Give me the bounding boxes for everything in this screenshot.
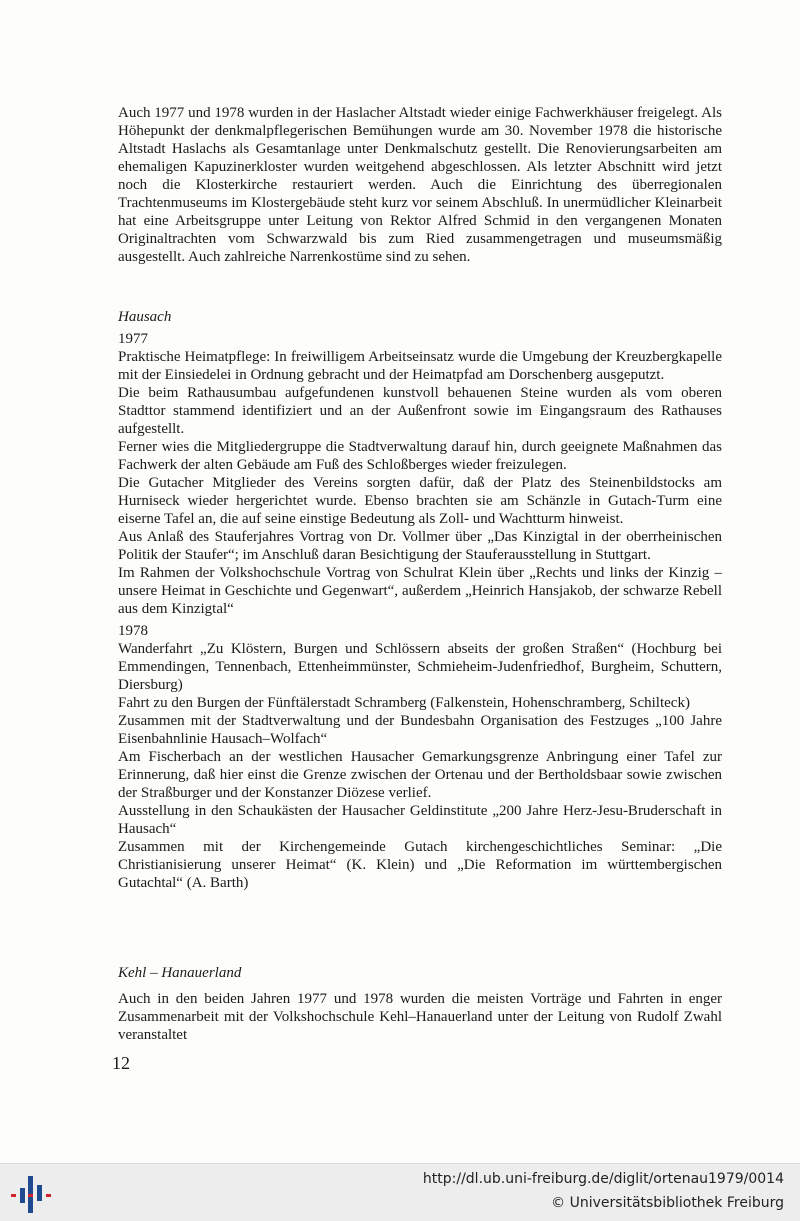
footer-copyright: © Universitätsbibliothek Freiburg (551, 1195, 784, 1211)
hausach-1978-item-4: Am Fischerbach an der westlichen Hausacher Gemarkungsgrenze Anbringung einer Tafel zur Erinnerung, daß hier einst die Grenze zwischen der Ortenau und der Bertholdsbaar sowie zwischen der Straßburger und der Konstanzer Diözese verlief. (118, 749, 722, 801)
kehl-heading: Kehl – Hanauerland (118, 965, 242, 981)
hausach-heading: Hausach (118, 309, 172, 325)
footer-url-link[interactable]: http://dl.ub.uni-freiburg.de/diglit/ortenau1979/0014 (422, 1171, 784, 1187)
hausach-1977-item-1: Praktische Heimatpflege: In freiwilligem Arbeitseinsatz wurde die Umgebung der Kreuzbergkapelle mit der Einsiedelei in Ordnung gebracht und der Heimatpfad am Dorschenberg ausgeputzt. (118, 349, 722, 383)
hausach-1978-item-6: Zusammen mit der Kirchengemeinde Gutach kirchengeschichtliches Seminar: „Die Christianisierung unserer Heimat“ (K. Klein) und „Die Reformation im württembergischen Gutachtal“ (A. Barth) (118, 839, 722, 891)
kehl-section (118, 964, 722, 1044)
year-1977-label: 1977 (118, 331, 148, 347)
hausach-1977-item-3: Ferner wies die Mitgliedergruppe die Stadtverwaltung darauf hin, durch geeignete Maßnahmen das Fachwerk der alten Gebäude am Fuß des Schloßberges wieder freizulegen. (118, 439, 722, 473)
hausach-1977-item-2: Die beim Rathausumbau aufgefundenen kunstvoll behauenen Steine wurden als vom oberen Stadttor stammend identifiziert und an der Außenfront sowie im Eingangsraum des Rathauses aufgestellt. (118, 385, 722, 437)
page-number: 12 (112, 1053, 130, 1073)
kehl-paragraph: Auch in den beiden Jahren 1977 und 1978 wurden die meisten Vorträge und Fahrten in enger Zusammenarbeit mit der Volkshochschule Kehl–Hanauerland unter der Leitung von Rudolf Zwahl veranstaltet (118, 991, 722, 1043)
hausach-1977-item-6: Im Rahmen der Volkshochschule Vortrag von Schulrat Klein über „Rechts und links der Kinzig – unsere Heimat in Geschichte und Gegenwart“, außerdem „Heinrich Hansjakob, der schwarze Rebell aus dem Kinzigtal“ (118, 565, 722, 617)
hausach-1978-item-2: Fahrt zu den Burgen der Fünftälerstadt Schramberg (Falkenstein, Hohenschramberg, Schilteck) (118, 695, 690, 711)
hausach-section (118, 308, 722, 892)
hausach-1978-item-5: Ausstellung in den Schaukästen der Hausacher Geldinstitute „200 Jahre Herz-Jesu-Bruderschaft in Hausach“ (118, 803, 722, 837)
year-1978-label: 1978 (118, 623, 148, 639)
hausach-1977-item-5: Aus Anlaß des Stauferjahres Vortrag von Dr. Vollmer über „Das Kinzigtal in der oberrheinischen Politik der Staufer“; im Anschluß daran Besichtigung der Stauferausstellung in Stuttgart. (118, 529, 722, 563)
hausach-1977-item-4: Die Gutacher Mitglieder des Vereins sorgten dafür, daß der Platz des Steinenbildstocks am Hurniseck wieder hergerichtet wurde. Ebenso brachten sie am Schänzle in Gutach-Turm eine eiserne Tafel an, die auf seine einstige Bedeutung als Zoll- und Wachtturm hinweist. (118, 475, 722, 527)
haslach-paragraph: Auch 1977 und 1978 wurden in der Haslacher Altstadt wieder einige Fachwerkhäuser freigelegt. Als Höhepunkt der denkmalpflegerischen Bemühungen wurde am 30. November 1978 die historische Altstadt Haslachs als Gesamtanlage unter Denkmalschutz gestellt. Die Renovierungsarbeiten am ehemaligen Kapuzinerkloster wurden weitgehend abgeschlossen. Als letzter Abschnitt wird jetzt noch die Klosterkirche restauriert werden. Auch die Einrichtung des überregionalen Trachtenmuseums im Klostergebäude steht kurz vor seinem Abschluß. In unermüdlicher Kleinarbeit hat eine Arbeitsgruppe unter Leitung von Rektor Alfred Schmid in den vergangenen Monaten Originaltrachten vom Schwarzwald bis zum Ried zusammengetragen und museumsmäßig ausgestellt. Auch zahlreiche Narrenkostüme sind zu sehen. (118, 105, 722, 265)
footer-bar (0, 1163, 800, 1221)
hausach-1978-item-3: Zusammen mit der Stadtverwaltung und der Bundesbahn Organisation des Festzuges „100 Jahre Eisenbahnlinie Hausach–Wolfach“ (118, 713, 722, 747)
hausach-1978-item-1: Wanderfahrt „Zu Klöstern, Burgen und Schlössern abseits der großen Straßen“ (Hochburg bei Emmendingen, Tennenbach, Ettenheimmünster, Schmieheim-Judenfriedhof, Burgheim, Schuttern, Diersburg) (118, 641, 722, 693)
ub-freiburg-logo-icon (10, 1172, 52, 1216)
haslach-section (118, 104, 722, 266)
